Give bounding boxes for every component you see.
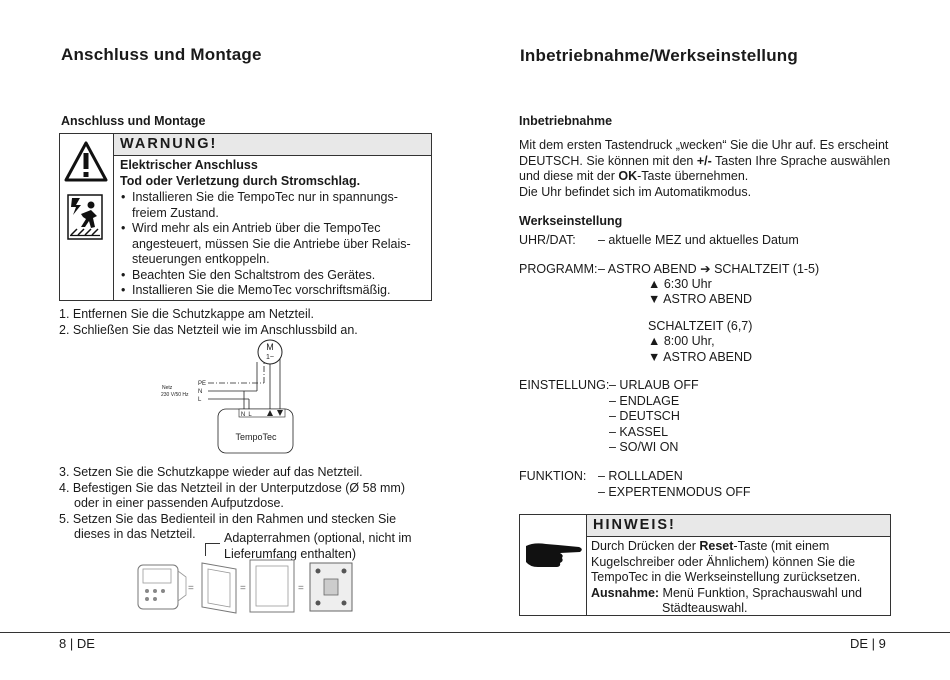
- para-line: DEUTSCH. Sie können mit den +/- Tasten Ihre Sprache auswählen: [519, 153, 891, 168]
- programm-line: ▲ 8:00 Uhr,: [648, 334, 715, 348]
- startup-paragraph: [519, 138, 909, 200]
- left-page-number: 8 | DE: [59, 636, 95, 651]
- power-unit: [310, 563, 352, 611]
- wiring-diagram: [158, 338, 308, 463]
- hint-line: Kugelschreiber oder Ähnlichem) können Sie die: [591, 554, 856, 569]
- step-item: 5. Setzen Sie das Bedienteil in den Rahmen und stecken Sie dieses in das Netzteil.: [59, 511, 397, 541]
- para-line: Die Uhr befindet sich im Automatikmodus.: [519, 184, 752, 199]
- einstellung-item: – DEUTSCH: [609, 409, 680, 423]
- programm-line: ▼ ASTRO ABEND: [648, 350, 753, 364]
- hint-line: Ausnahme: Menü Funktion, Sprachauswahl und: [591, 585, 862, 600]
- funktion-item: – ROLLLADEN: [598, 469, 683, 483]
- warning-subtitle: Tod oder Verletzung durch Stromschlag.: [120, 173, 361, 188]
- hint-icon-column: [520, 515, 587, 615]
- warning-bullets: [120, 190, 425, 299]
- warning-title: Elektrischer Anschluss: [120, 158, 258, 172]
- right-page-title: Inbetriebnahme/Werkseinstellung: [520, 46, 798, 65]
- step-item: 2. Schließen Sie das Netzteil wie im Anschlussbild an.: [59, 322, 358, 337]
- terminal-l: L: [248, 412, 252, 418]
- funktion-list: [598, 469, 751, 500]
- left-page-title: Anschluss und Montage: [61, 45, 262, 64]
- einstellung-label: EINSTELLUNG:: [519, 378, 610, 392]
- hint-body: [591, 539, 887, 617]
- adapter-note: Adapterrahmen (optional, nicht im Lieferumfang enthalten): [224, 531, 412, 561]
- step-item: 3. Setzen Sie die Schutzkappe wieder auf das Netzteil.: [59, 465, 363, 479]
- electric-shock-icon: [67, 194, 103, 240]
- programm-line: ▼ ASTRO ABEND: [648, 292, 753, 306]
- svg-text:=: =: [298, 583, 304, 594]
- steps-list-a: [59, 307, 358, 338]
- terminal-n: N: [240, 412, 246, 418]
- para-line: Mit dem ersten Tastendruck „wecken“ Sie die Uhr auf. Es erscheint: [519, 138, 889, 152]
- programm-label: PROGRAMM:: [519, 262, 598, 276]
- warning-bullet: • Beachten Sie den Schaltstrom des Gerätes.: [120, 268, 425, 284]
- pe-label: PE: [198, 381, 207, 387]
- para-line: und diese mit der OK-Taste übernehmen.: [519, 169, 749, 183]
- warning-bullet: • Installieren Sie die MemoTec vorschriftsmäßig.: [120, 283, 425, 299]
- einstellung-item: – URLAUB OFF: [609, 378, 699, 392]
- cover-frame: [250, 560, 294, 612]
- programm-line: ▲ 6:30 Uhr: [648, 277, 712, 291]
- warning-triangle-icon: [63, 140, 109, 184]
- programm-line: – ASTRO ABEND ➔ SCHALTZEIT (1-5): [598, 262, 820, 276]
- warning-bullet: • Installieren Sie die TempoTec nur in spannungs-freiem Zustand.: [120, 190, 417, 221]
- l-label: L: [198, 397, 202, 403]
- svg-text:=: =: [188, 583, 194, 594]
- einstellung-item: – KASSEL: [609, 424, 669, 439]
- hint-box: [519, 514, 891, 616]
- right-section-heading-startup: Inbetriebnahme: [519, 114, 613, 128]
- assembly-illustration: [130, 555, 385, 620]
- step-item: 1. Entfernen Sie die Schutzkappe am Netzteil.: [59, 307, 315, 321]
- warning-body: [120, 158, 425, 299]
- warning-header: WARNUNG!: [114, 134, 431, 156]
- left-section-heading: Anschluss und Montage: [61, 114, 206, 128]
- step-item: 4. Befestigen Sie das Netzteil in der Unterputzdose (Ø 58 mm) oder in einer passenden Aufputzdose.: [59, 480, 405, 510]
- uhr-label: UHR/DAT:: [519, 233, 576, 247]
- hint-header: HINWEIS!: [587, 515, 890, 537]
- right-section-heading-factory: Werkseinstellung: [519, 214, 623, 228]
- einstellung-item: – SO/WI ON: [609, 440, 679, 454]
- net-label: Netz: [162, 385, 173, 391]
- warning-icon-column: [60, 134, 114, 300]
- net-voltage-label: 230 V/50 Hz: [161, 392, 189, 398]
- funktion-item: – EXPERTENMODUS OFF: [598, 484, 751, 499]
- pointing-hand-icon: [524, 540, 584, 570]
- svg-text:=: =: [240, 583, 246, 594]
- footer-rule: [0, 632, 950, 633]
- einstellung-list: [609, 378, 699, 456]
- device-label: TempoTec: [235, 432, 277, 442]
- motor-label: M: [266, 342, 274, 352]
- hint-line: Durch Drücken der Reset-Taste (mit einem: [591, 539, 830, 553]
- motor-sublabel: 1~: [266, 354, 274, 361]
- warning-box: [59, 133, 432, 301]
- uhr-value: – aktuelle MEZ und aktuelles Datum: [598, 233, 799, 247]
- adapter-frame: [202, 563, 236, 613]
- hint-line: TempoTec in die Werkseinstellung zurücksetzen.: [591, 570, 861, 584]
- einstellung-item: – ENDLAGE: [609, 393, 680, 408]
- n-label: N: [198, 389, 203, 395]
- control-unit: [138, 565, 186, 609]
- right-page-number: DE | 9: [850, 636, 886, 651]
- programm-line: SCHALTZEIT (6,7): [648, 319, 753, 333]
- funktion-label: FUNKTION:: [519, 469, 587, 483]
- hint-line: Städteauswahl.: [662, 601, 748, 615]
- warning-bullet: • Wird mehr als ein Antrieb über die TempoTec angesteuert, müssen Sie die Antriebe über Relais-steuerungen entkoppeln.: [120, 221, 422, 268]
